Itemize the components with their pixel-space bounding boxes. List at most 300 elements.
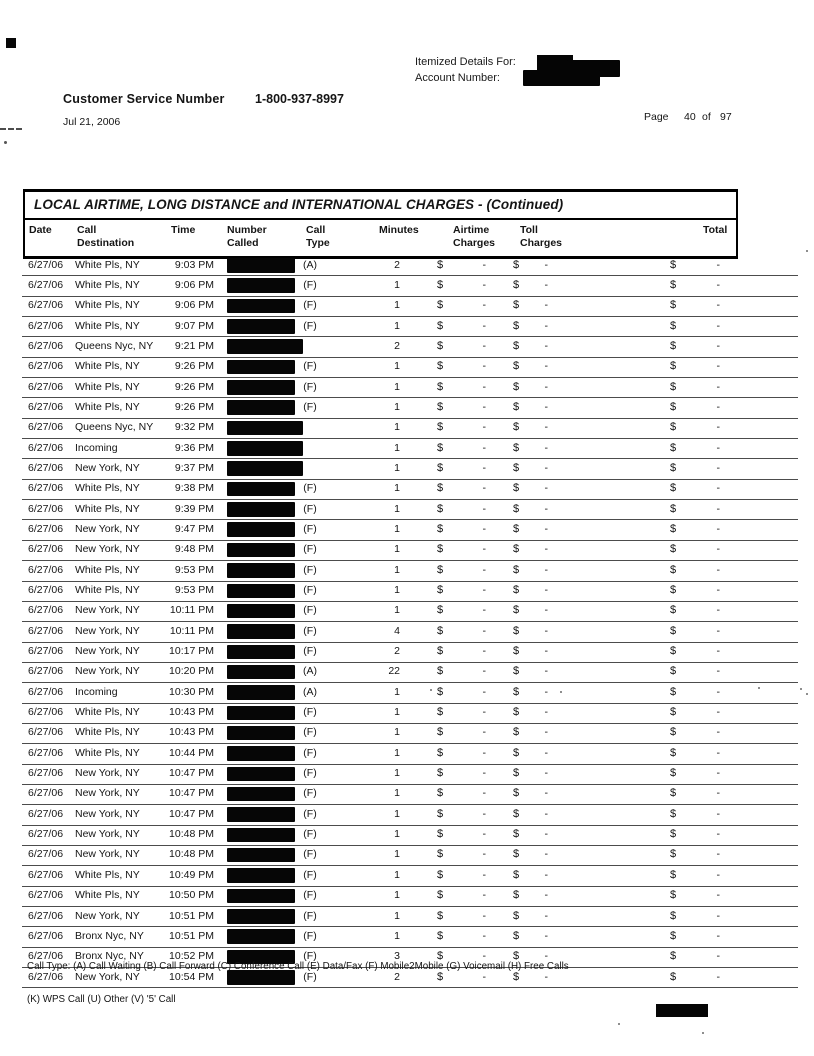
redaction-number-called	[227, 339, 303, 354]
total-charge-value: -	[716, 706, 720, 719]
call-destination: White Pls, NY	[75, 502, 140, 515]
call-time: 10:52 PM	[169, 950, 214, 963]
scan-speck	[800, 688, 802, 690]
total-charge-value: -	[716, 441, 720, 454]
toll-dollar-sign: $	[513, 482, 520, 495]
call-row	[22, 541, 798, 561]
redaction-number-called	[227, 746, 295, 761]
call-time: 10:43 PM	[169, 726, 214, 739]
total-dollar-sign: $	[670, 868, 677, 881]
redaction-number-called	[227, 929, 295, 944]
call-date: 6/27/06	[28, 787, 64, 800]
call-destination: White Pls, NY	[75, 278, 140, 291]
call-row	[22, 724, 798, 744]
call-minutes: 1	[394, 726, 400, 739]
airtime-dollar-sign: $	[437, 278, 444, 291]
toll-charge-value: -	[544, 746, 548, 759]
call-row	[22, 520, 798, 540]
toll-dollar-sign: $	[513, 665, 520, 678]
toll-charge-value: -	[544, 482, 548, 495]
toll-dollar-sign: $	[513, 563, 520, 576]
toll-dollar-sign: $	[513, 502, 520, 515]
call-row	[22, 826, 798, 846]
total-dollar-sign: $	[670, 380, 677, 393]
scan-margin-dashes	[0, 128, 22, 130]
call-row	[22, 704, 798, 724]
airtime-dollar-sign: $	[437, 929, 444, 942]
call-row	[22, 561, 798, 581]
total-dollar-sign: $	[670, 584, 677, 596]
total-dollar-sign: $	[670, 543, 677, 556]
airtime-charge-value: -	[482, 380, 486, 393]
total-dollar-sign: $	[670, 929, 677, 942]
airtime-dollar-sign: $	[437, 339, 444, 352]
page-current: 40	[684, 111, 696, 123]
airtime-dollar-sign: $	[437, 522, 444, 535]
toll-charge-value: -	[544, 502, 548, 515]
call-row	[22, 744, 798, 764]
toll-dollar-sign: $	[513, 624, 520, 637]
call-destination: New York, NY	[75, 522, 140, 535]
col-header-date: Date	[29, 224, 52, 236]
toll-dollar-sign: $	[513, 746, 520, 759]
call-row	[22, 765, 798, 785]
toll-charge-value: -	[544, 950, 548, 963]
airtime-dollar-sign: $	[437, 950, 444, 963]
toll-charge-value: -	[544, 848, 548, 861]
call-type: (F)	[303, 970, 317, 983]
toll-charge-value: -	[544, 299, 548, 312]
call-destination: New York, NY	[75, 624, 140, 637]
account-number-label: Account Number:	[415, 72, 500, 84]
airtime-charge-value: -	[482, 807, 486, 820]
total-charge-value: -	[716, 726, 720, 739]
total-charge-value: -	[716, 624, 720, 637]
redaction-number-called	[227, 726, 295, 741]
call-row	[22, 907, 798, 927]
airtime-charge-value: -	[482, 787, 486, 800]
call-row	[22, 602, 798, 622]
call-minutes: 1	[394, 319, 400, 332]
airtime-dollar-sign: $	[437, 889, 444, 902]
airtime-dollar-sign: $	[437, 868, 444, 881]
scan-speck	[618, 1023, 620, 1025]
call-time: 9:47 PM	[174, 522, 214, 535]
call-minutes: 1	[394, 767, 400, 780]
toll-dollar-sign: $	[513, 543, 520, 556]
redaction-number-called	[227, 258, 295, 273]
call-type: (F)	[303, 380, 317, 393]
toll-dollar-sign: $	[513, 807, 520, 820]
call-time: 10:48 PM	[169, 828, 214, 841]
total-dollar-sign: $	[670, 970, 677, 983]
call-type: (F)	[303, 645, 317, 658]
call-row	[22, 500, 798, 520]
page-of-label: of	[702, 111, 711, 123]
call-type: (A)	[303, 258, 317, 271]
airtime-charge-value: -	[482, 868, 486, 881]
total-dollar-sign: $	[670, 767, 677, 780]
scan-speck	[702, 1032, 704, 1034]
toll-charge-value: -	[544, 868, 548, 881]
call-type: (F)	[303, 807, 317, 820]
redaction-account-number	[523, 70, 600, 86]
total-dollar-sign: $	[670, 502, 677, 515]
call-time: 9:48 PM	[174, 543, 214, 556]
call-type: (F)	[303, 868, 317, 881]
customer-service-label: Customer Service Number	[63, 92, 225, 106]
call-time: 10:47 PM	[169, 767, 214, 780]
call-destination: New York, NY	[75, 543, 140, 556]
scan-mark-top-left	[6, 38, 16, 48]
toll-charge-value: -	[544, 563, 548, 576]
call-minutes: 1	[394, 909, 400, 922]
toll-dollar-sign: $	[513, 787, 520, 800]
call-destination: New York, NY	[75, 848, 140, 861]
airtime-dollar-sign: $	[437, 645, 444, 658]
airtime-charge-value: -	[482, 909, 486, 922]
airtime-dollar-sign: $	[437, 970, 444, 983]
call-destination: Incoming	[75, 441, 118, 454]
call-time: 9:38 PM	[174, 482, 214, 495]
total-dollar-sign: $	[670, 441, 677, 454]
total-charge-value: -	[716, 645, 720, 658]
call-type: (F)	[303, 706, 317, 719]
call-minutes: 1	[394, 502, 400, 515]
call-row	[22, 683, 798, 703]
redaction-number-called	[227, 380, 295, 395]
call-destination: White Pls, NY	[75, 706, 140, 719]
total-dollar-sign: $	[670, 706, 677, 719]
airtime-charge-value: -	[482, 482, 486, 495]
airtime-charge-value: -	[482, 502, 486, 515]
call-destination: New York, NY	[75, 970, 140, 983]
airtime-charge-value: -	[482, 299, 486, 312]
call-date: 6/27/06	[28, 522, 64, 535]
call-minutes: 1	[394, 706, 400, 719]
call-type: (F)	[303, 400, 317, 413]
call-date: 6/27/06	[28, 563, 64, 576]
customer-service-number: 1-800-937-8997	[255, 92, 344, 106]
airtime-charge-value: -	[482, 258, 486, 271]
call-time: 10:11 PM	[169, 624, 214, 637]
toll-charge-value: -	[544, 421, 548, 434]
total-charge-value: -	[716, 868, 720, 881]
total-dollar-sign: $	[670, 604, 677, 617]
toll-charge-value: -	[544, 970, 548, 983]
toll-dollar-sign: $	[513, 400, 520, 413]
call-time: 9:26 PM	[174, 380, 214, 393]
call-row	[22, 358, 798, 378]
toll-charge-value: -	[544, 461, 548, 474]
toll-charge-value: -	[544, 624, 548, 637]
total-charge-value: -	[716, 421, 720, 434]
airtime-dollar-sign: $	[437, 258, 444, 271]
call-time: 9:53 PM	[174, 584, 214, 596]
call-destination: White Pls, NY	[75, 726, 140, 739]
toll-charge-value: -	[544, 319, 548, 332]
call-destination: White Pls, NY	[75, 584, 140, 596]
airtime-charge-value: -	[482, 319, 486, 332]
call-minutes: 1	[394, 461, 400, 474]
airtime-dollar-sign: $	[437, 726, 444, 739]
col-header-minutes: Minutes	[379, 224, 419, 236]
redaction-number-called	[227, 685, 295, 700]
call-time: 9:53 PM	[174, 563, 214, 576]
airtime-dollar-sign: $	[437, 360, 444, 373]
airtime-charge-value: -	[482, 685, 486, 698]
call-type: (F)	[303, 319, 317, 332]
airtime-charge-value: -	[482, 706, 486, 719]
airtime-dollar-sign: $	[437, 563, 444, 576]
redaction-number-called	[227, 299, 295, 314]
call-time: 10:44 PM	[169, 746, 214, 759]
airtime-dollar-sign: $	[437, 299, 444, 312]
toll-charge-value: -	[544, 441, 548, 454]
toll-charge-value: -	[544, 360, 548, 373]
total-dollar-sign: $	[670, 909, 677, 922]
scan-speck	[806, 693, 808, 695]
total-dollar-sign: $	[670, 522, 677, 535]
call-date: 6/27/06	[28, 909, 64, 922]
call-type: (F)	[303, 624, 317, 637]
call-destination: White Pls, NY	[75, 563, 140, 576]
redaction-number-called	[227, 970, 295, 985]
call-destination: White Pls, NY	[75, 380, 140, 393]
call-type: (F)	[303, 502, 317, 515]
total-charge-value: -	[716, 807, 720, 820]
call-minutes: 2	[394, 645, 400, 658]
call-date: 6/27/06	[28, 970, 64, 983]
redaction-number-called	[227, 400, 295, 415]
toll-dollar-sign: $	[513, 970, 520, 983]
toll-charge-value: -	[544, 828, 548, 841]
toll-charge-value: -	[544, 278, 548, 291]
page-total: 97	[720, 111, 732, 123]
call-destination: New York, NY	[75, 645, 140, 658]
call-row	[22, 846, 798, 866]
toll-charge-value: -	[544, 726, 548, 739]
redaction-number-called	[227, 889, 295, 904]
toll-dollar-sign: $	[513, 278, 520, 291]
call-minutes: 1	[394, 787, 400, 800]
call-date: 6/27/06	[28, 624, 64, 637]
redaction-number-called	[227, 584, 295, 599]
total-charge-value: -	[716, 339, 720, 352]
scan-speck	[806, 250, 808, 252]
call-date: 6/27/06	[28, 645, 64, 658]
call-minutes: 1	[394, 400, 400, 413]
call-date: 6/27/06	[28, 339, 64, 352]
total-charge-value: -	[716, 360, 720, 373]
call-type: (F)	[303, 278, 317, 291]
airtime-dollar-sign: $	[437, 400, 444, 413]
toll-dollar-sign: $	[513, 461, 520, 474]
airtime-charge-value: -	[482, 441, 486, 454]
airtime-charge-value: -	[482, 645, 486, 658]
toll-dollar-sign: $	[513, 848, 520, 861]
call-date: 6/27/06	[28, 807, 64, 820]
toll-dollar-sign: $	[513, 421, 520, 434]
airtime-charge-value: -	[482, 889, 486, 902]
call-date: 6/27/06	[28, 360, 64, 373]
table-header-box	[23, 189, 738, 259]
toll-dollar-sign: $	[513, 950, 520, 963]
total-charge-value: -	[716, 563, 720, 576]
toll-dollar-sign: $	[513, 584, 520, 596]
redaction-number-called	[227, 706, 295, 721]
call-destination: White Pls, NY	[75, 258, 140, 271]
call-type: (F)	[303, 299, 317, 312]
call-time: 10:47 PM	[169, 807, 214, 820]
total-dollar-sign: $	[670, 807, 677, 820]
airtime-dollar-sign: $	[437, 421, 444, 434]
redaction-number-called	[227, 319, 295, 334]
call-destination: New York, NY	[75, 909, 140, 922]
total-charge-value: -	[716, 400, 720, 413]
airtime-dollar-sign: $	[437, 502, 444, 515]
toll-charge-value: -	[544, 584, 548, 596]
call-date: 6/27/06	[28, 746, 64, 759]
toll-dollar-sign: $	[513, 909, 520, 922]
toll-charge-value: -	[544, 522, 548, 535]
airtime-dollar-sign: $	[437, 807, 444, 820]
scan-speck	[560, 691, 562, 693]
call-date: 6/27/06	[28, 726, 64, 739]
redaction-number-called	[227, 461, 303, 476]
call-date: 6/27/06	[28, 929, 64, 942]
toll-charge-value: -	[544, 767, 548, 780]
call-time: 10:54 PM	[169, 970, 214, 983]
call-minutes: 1	[394, 746, 400, 759]
call-row	[22, 887, 798, 907]
call-minutes: 3	[394, 950, 400, 963]
call-type: (F)	[303, 848, 317, 861]
total-charge-value: -	[716, 278, 720, 291]
total-charge-value: -	[716, 787, 720, 800]
call-minutes: 2	[394, 258, 400, 271]
airtime-dollar-sign: $	[437, 441, 444, 454]
airtime-charge-value: -	[482, 665, 486, 678]
total-charge-value: -	[716, 543, 720, 556]
call-row	[22, 459, 798, 479]
toll-charge-value: -	[544, 706, 548, 719]
total-charge-value: -	[716, 848, 720, 861]
call-date: 6/27/06	[28, 889, 64, 902]
call-destination: New York, NY	[75, 461, 140, 474]
call-row	[22, 297, 798, 317]
call-row	[22, 276, 798, 296]
toll-charge-value: -	[544, 604, 548, 617]
call-destination: Queens Nyc, NY	[75, 339, 154, 352]
call-minutes: 1	[394, 929, 400, 942]
airtime-charge-value: -	[482, 563, 486, 576]
toll-dollar-sign: $	[513, 767, 520, 780]
call-date: 6/27/06	[28, 461, 64, 474]
call-row	[22, 582, 798, 602]
redaction-number-called	[227, 645, 295, 660]
toll-charge-value: -	[544, 929, 548, 942]
call-minutes: 1	[394, 604, 400, 617]
call-row	[22, 419, 798, 439]
redaction-number-called	[227, 421, 303, 436]
col-header-number-called: Number Called	[227, 224, 267, 249]
call-time: 10:51 PM	[169, 929, 214, 942]
call-destination: New York, NY	[75, 665, 140, 678]
total-charge-value: -	[716, 319, 720, 332]
toll-charge-value: -	[544, 685, 548, 698]
redaction-number-called	[227, 807, 295, 822]
call-minutes: 1	[394, 543, 400, 556]
call-row	[22, 927, 798, 947]
call-row	[22, 866, 798, 886]
call-minutes: 1	[394, 360, 400, 373]
total-charge-value: -	[716, 584, 720, 596]
total-dollar-sign: $	[670, 645, 677, 658]
toll-charge-value: -	[544, 339, 548, 352]
airtime-dollar-sign: $	[437, 706, 444, 719]
call-minutes: 1	[394, 421, 400, 434]
call-date: 6/27/06	[28, 400, 64, 413]
col-header-total: Total	[703, 224, 728, 236]
call-time: 9:26 PM	[174, 400, 214, 413]
total-dollar-sign: $	[670, 278, 677, 291]
call-date: 6/27/06	[28, 543, 64, 556]
call-row	[22, 398, 798, 418]
airtime-dollar-sign: $	[437, 319, 444, 332]
toll-dollar-sign: $	[513, 258, 520, 271]
toll-dollar-sign: $	[513, 380, 520, 393]
total-charge-value: -	[716, 299, 720, 312]
call-type: (F)	[303, 787, 317, 800]
toll-dollar-sign: $	[513, 604, 520, 617]
redaction-number-called	[227, 767, 295, 782]
call-destination: White Pls, NY	[75, 889, 140, 902]
airtime-charge-value: -	[482, 848, 486, 861]
col-header-airtime-charges: Airtime Charges	[453, 224, 496, 249]
airtime-dollar-sign: $	[437, 604, 444, 617]
redaction-number-called	[227, 543, 295, 558]
call-date: 6/27/06	[28, 868, 64, 881]
total-dollar-sign: $	[670, 482, 677, 495]
redaction-number-called	[227, 278, 295, 293]
call-row	[22, 663, 798, 683]
col-header-toll-charges: Toll Charges	[520, 224, 563, 249]
call-type: (F)	[303, 950, 317, 963]
toll-dollar-sign: $	[513, 828, 520, 841]
call-date: 6/27/06	[28, 319, 64, 332]
toll-charge-value: -	[544, 400, 548, 413]
call-type: (F)	[303, 563, 317, 576]
airtime-charge-value: -	[482, 543, 486, 556]
call-minutes: 1	[394, 848, 400, 861]
airtime-dollar-sign: $	[437, 828, 444, 841]
redaction-number-called	[227, 848, 295, 863]
call-destination: New York, NY	[75, 807, 140, 820]
call-time: 10:43 PM	[169, 706, 214, 719]
airtime-dollar-sign: $	[437, 848, 444, 861]
call-destination: New York, NY	[75, 767, 140, 780]
call-destination: White Pls, NY	[75, 319, 140, 332]
toll-dollar-sign: $	[513, 929, 520, 942]
call-time: 9:37 PM	[174, 461, 214, 474]
call-minutes: 1	[394, 868, 400, 881]
total-dollar-sign: $	[670, 624, 677, 637]
call-date: 6/27/06	[28, 665, 64, 678]
call-date: 6/27/06	[28, 604, 64, 617]
call-time: 9:03 PM	[174, 258, 214, 271]
redaction-number-called	[227, 563, 295, 578]
